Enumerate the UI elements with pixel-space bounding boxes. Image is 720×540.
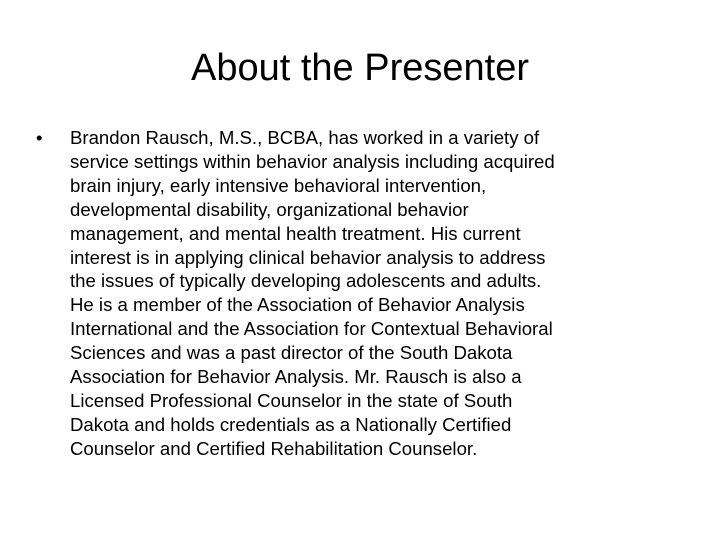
bullet-text-line: brain injury, early intensive behavioral intervention, bbox=[70, 174, 487, 196]
bullet-text-line: service settings within behavior analysis including acquired bbox=[70, 150, 555, 172]
bullet-text-line: International and the Association for Contextual Behavioral bbox=[70, 318, 553, 340]
bullet-list bbox=[36, 126, 696, 461]
bullet-text-line: He is a member of the Association of Behavior Analysis bbox=[70, 294, 525, 316]
bullet-text-line: Dakota and holds credentials as a Nationally Certified bbox=[70, 413, 512, 435]
bullet-text-line: Licensed Professional Counselor in the state of South bbox=[70, 389, 513, 411]
slide-title: About the Presenter bbox=[191, 47, 529, 89]
bullet-item bbox=[36, 126, 696, 461]
bullet-text-line: management, and mental health treatment. His current bbox=[70, 222, 521, 244]
bullet-text-line: Brandon Rausch, M.S., BCBA, has worked in a variety of bbox=[70, 127, 540, 148]
bullet-text-line: Association for Behavior Analysis. Mr. Rausch is also a bbox=[70, 366, 522, 388]
bullet-icon: • bbox=[36, 127, 43, 148]
bullet-text-line: interest is in applying clinical behavior analysis to address bbox=[70, 246, 546, 268]
bullet-text-line: developmental disability, organizational behavior bbox=[70, 198, 469, 220]
bullet-text-line: the issues of typically developing adolescents and adults. bbox=[70, 270, 542, 292]
bullet-text-line: Sciences and was a past director of the South Dakota bbox=[70, 342, 513, 364]
bullet-text-line: Counselor and Certified Rehabilitation Counselor. bbox=[70, 437, 478, 459]
